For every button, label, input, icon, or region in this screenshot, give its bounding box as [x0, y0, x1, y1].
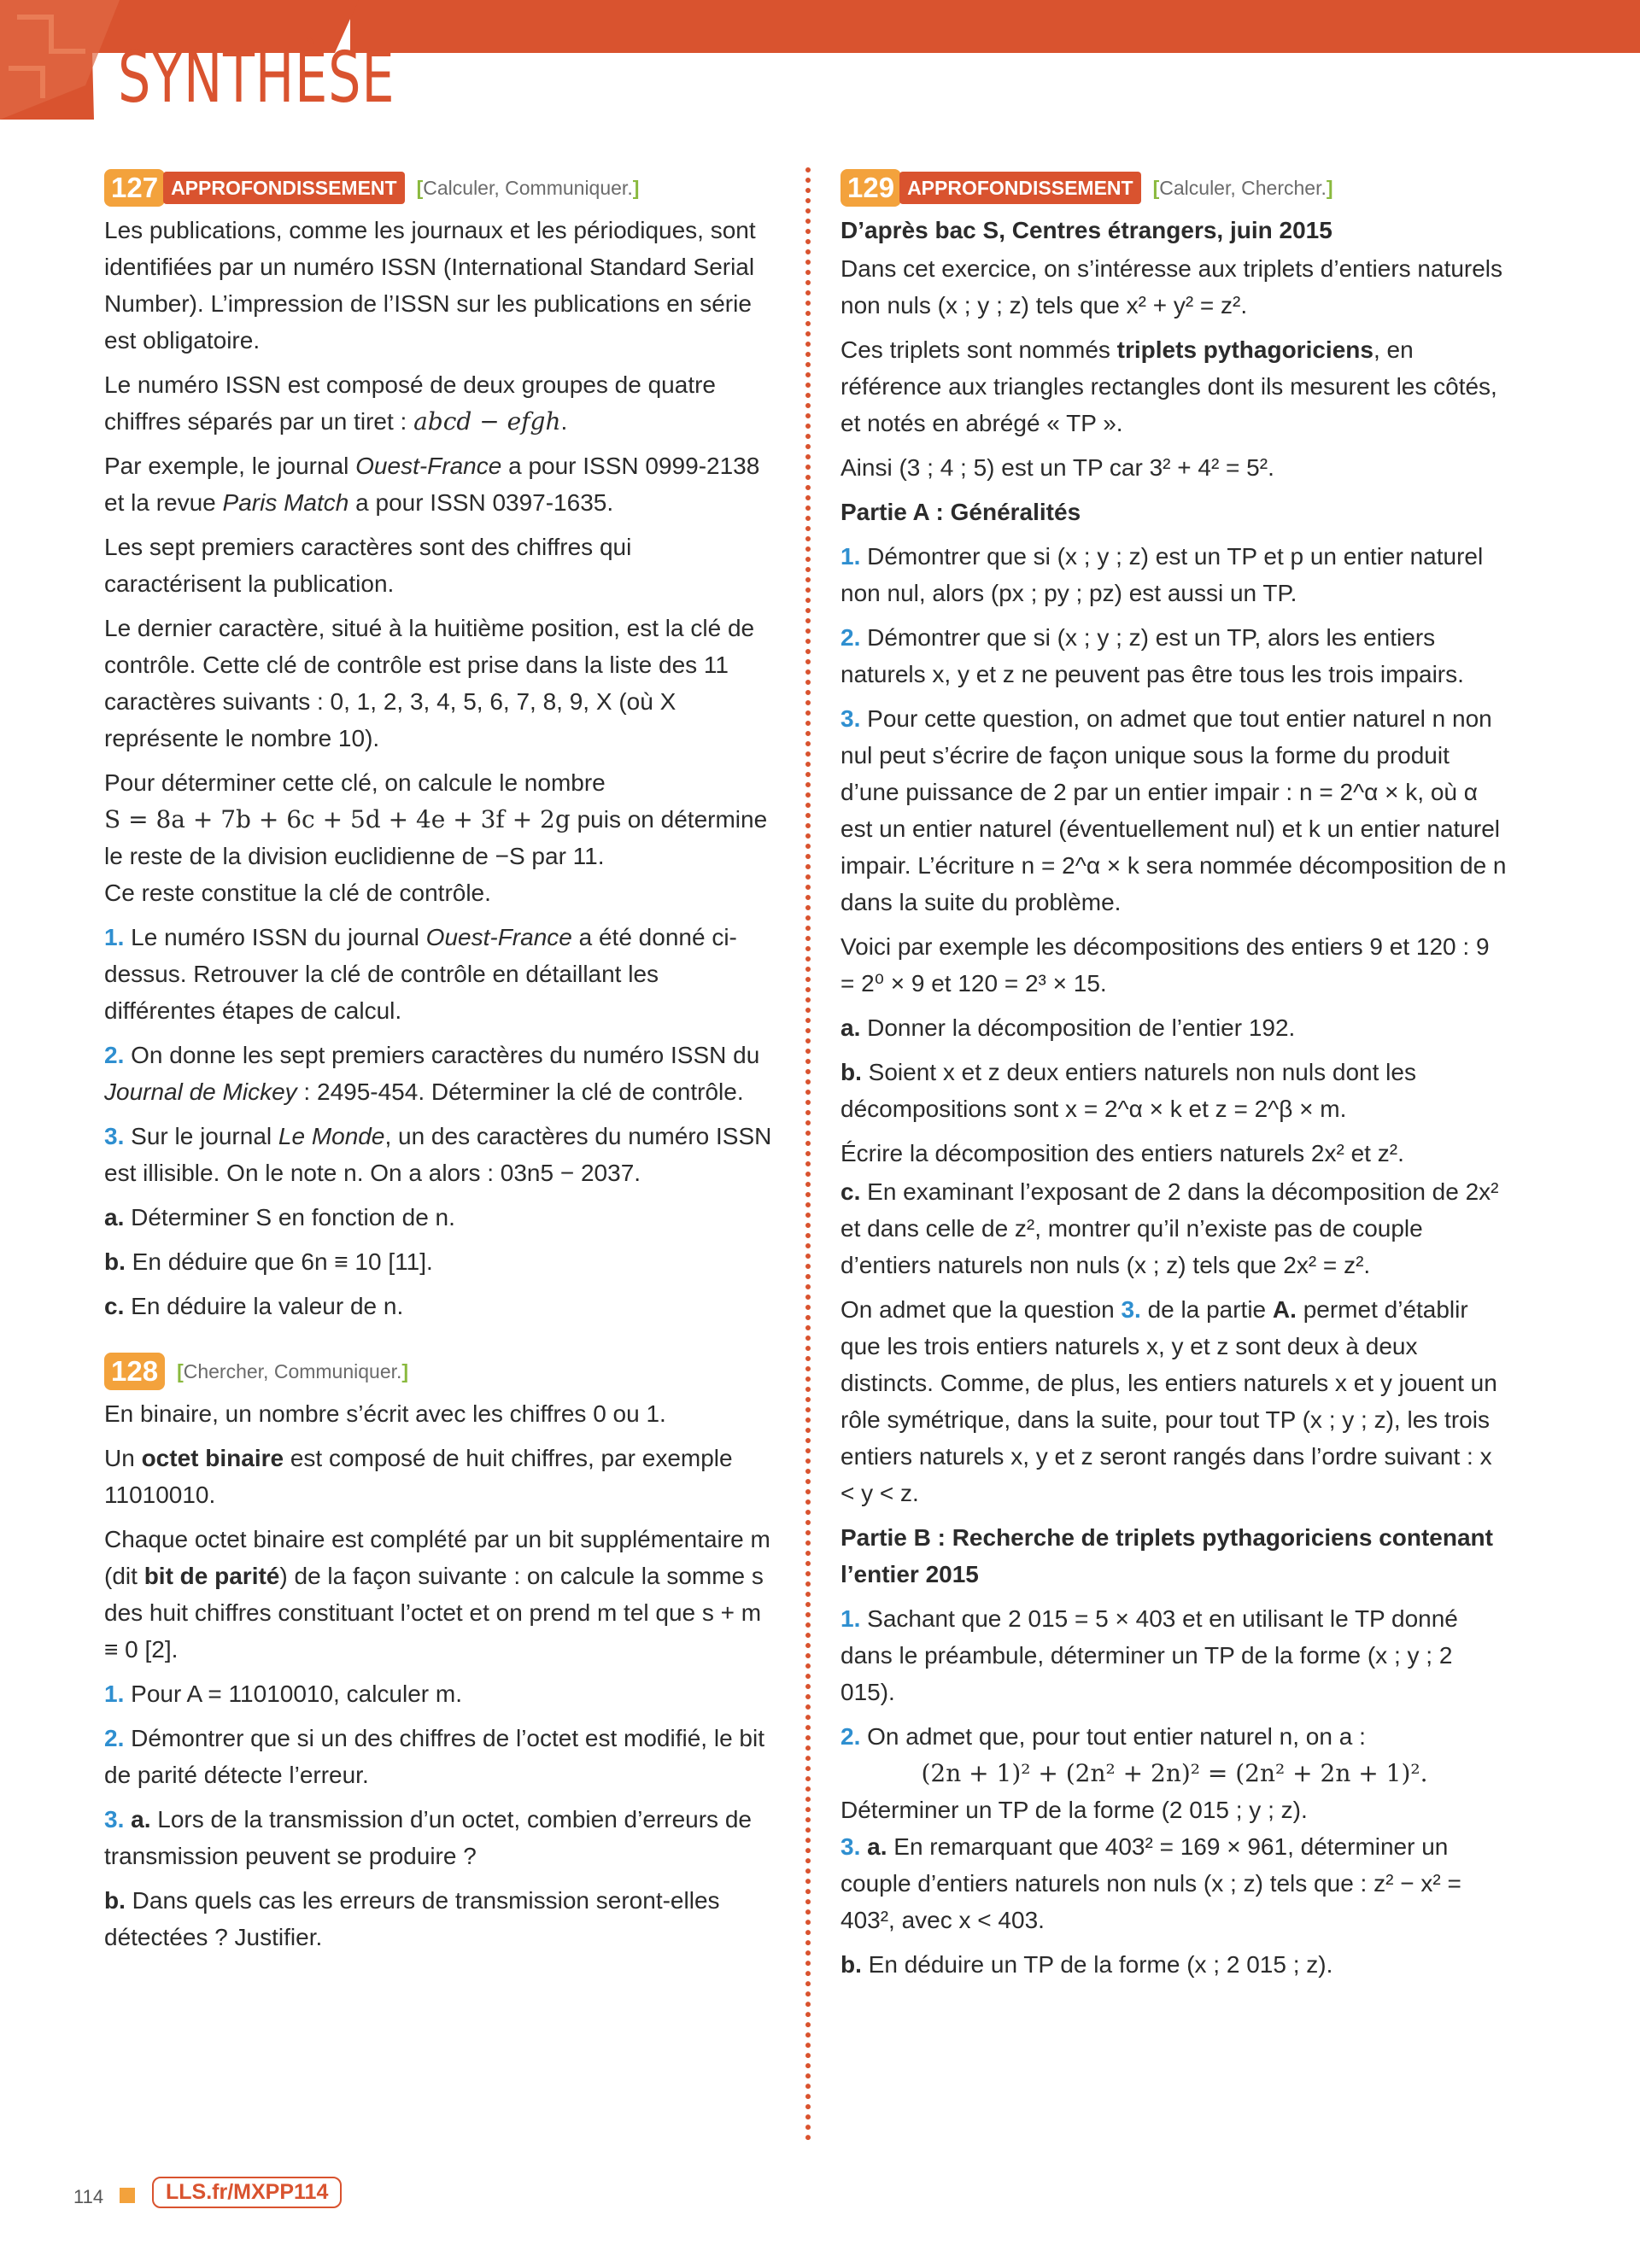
exercise-number: 128: [104, 1353, 165, 1390]
exercise-skills: [Calculer, Chercher.]: [1152, 176, 1333, 199]
resource-link[interactable]: LLS.fr/MXPP114: [152, 2177, 342, 2208]
question: b. Soient x et z deux entiers naturels non nuls dont les décompositions sont x = 2^α × k et z = 2^β × m.: [840, 1059, 1416, 1122]
paragraph: Un octet binaire est composé de huit chiffres, par exemple 11010010.: [104, 1445, 733, 1508]
question: a. Donner la décomposition de l’entier 192.: [840, 1014, 1296, 1041]
paragraph: Déterminer un TP de la forme (2 015 ; y ; z).: [840, 1797, 1308, 1823]
paragraph: Le numéro ISSN est composé de deux groupes de quatre chiffres séparés par un tiret : abcd − efgh.: [104, 371, 716, 435]
paragraph: On admet que la question 3. de la partie A. permet d’établir que les trois entiers naturels x, y et z sont deux à deux distincts. Comme, de plus, les entiers naturels x et y jouent un rôle symétrique, dans la suite, pour tout TP (x ; y ; z), les trois entiers naturels x, y et z seront rangés dans l’ordre suivant : x < y < z.: [840, 1296, 1497, 1506]
paragraph: Le dernier caractère, situé à la huitième position, est la clé de contrôle. Cette clé de contrôle est prise dans la liste des 11 caractères suivants : 0, 1, 2, 3, 4, 5, 6, 7, 8, 9, X (où X représente le nombre 10).: [104, 615, 755, 751]
footer-square-icon: [120, 2188, 135, 2203]
exercise-128-header: [104, 1353, 772, 1390]
paragraph: Les publications, comme les journaux et les périodiques, sont identifiées par un numéro ISSN (International Standard Serial Number). L’impression de l’ISSN sur les publications en série est obligatoire.: [104, 217, 756, 354]
paragraph: Pour déterminer cette clé, on calcule le nombre S = 8a + 7b + 6c + 5d + 4e + 3f + 2g puis on détermine le reste de la division euclidienne de −S par 11. Ce reste constitue la clé de contrôle.: [104, 769, 768, 906]
question: c. En déduire la valeur de n.: [104, 1293, 404, 1319]
exercise-tag: APPROFONDISSEMENT: [163, 172, 405, 204]
paragraph: Chaque octet binaire est complété par un bit supplémentaire m (dit bit de parité) de la façon suivante : on calcule la somme s des huit chiffres constituant l’octet et on prend m tel que s + m ≡ 0 [2].: [104, 1526, 770, 1663]
right-column: [840, 169, 1508, 1990]
part-b-title: Partie B : Recherche de triplets pythagoriciens contenant l’entier 2015: [840, 1524, 1493, 1587]
paragraph: Voici par exemple les décompositions des entiers 9 et 120 : 9 = 2⁰ × 9 et 120 = 2³ × 15.: [840, 933, 1490, 997]
question: 2. Démontrer que si (x ; y ; z) est un TP, alors les entiers naturels x, y et z ne peuvent pas être tous les trois impairs.: [840, 624, 1464, 687]
header-band: [350, 0, 1640, 53]
question: c. En examinant l’exposant de 2 dans la décomposition de 2x² et dans celle de z², montrer qu’il n’existe pas de couple d’entiers naturels non nuls (x ; z) tels que 2x² = z².: [840, 1178, 1499, 1278]
question: 3. Pour cette question, on admet que tout entier naturel n non nul peut s’écrire de façon unique sous la forme du produit d’une puissance de 2 par un entier impair : n = 2^α × k, où α est un entier naturel (éventuellement nul) et k un entier naturel impair. L’écriture n = 2^α × k sera nommée décomposition de n dans la suite du problème.: [840, 705, 1507, 915]
formula: (2n + 1)² + (2n² + 2n)² = (2n² + 2n + 1)².: [921, 1759, 1428, 1787]
paragraph: Ainsi (3 ; 4 ; 5) est un TP car 3² + 4² = 5².: [840, 454, 1274, 481]
exercise-127-header: [104, 169, 772, 207]
question: b. En déduire que 6n ≡ 10 [11].: [104, 1248, 433, 1275]
exercise-tag: APPROFONDISSEMENT: [899, 172, 1141, 204]
page-title: SYNTHÈSE: [118, 38, 395, 119]
question: 2. Démontrer que si un des chiffres de l’octet est modifié, le bit de parité détecte l’erreur.: [104, 1725, 764, 1788]
paragraph: Écrire la décomposition des entiers naturels 2x² et z².: [840, 1140, 1404, 1166]
question: 2. On admet que, pour tout entier naturel n, on a :: [840, 1723, 1366, 1750]
question: 1. Démontrer que si (x ; y ; z) est un TP et p un entier naturel non nul, alors (px ; py ; pz) est aussi un TP.: [840, 543, 1484, 606]
question: 1. Pour A = 11010010, calculer m.: [104, 1681, 462, 1707]
exercise-129-header: [840, 169, 1508, 207]
question: a. Déterminer S en fonction de n.: [104, 1204, 455, 1230]
question: 3. Sur le journal Le Monde, un des caractères du numéro ISSN est illisible. On le note n. On a alors : 03n5 − 2037.: [104, 1123, 772, 1186]
question: 3. a. En remarquant que 403² = 169 × 961, déterminer un couple d’entiers naturels non nuls (x ; z) tels que : z² − x² = 403², avec x < 403.: [840, 1833, 1461, 1933]
paragraph: Les sept premiers caractères sont des chiffres qui caractérisent la publication.: [104, 534, 632, 597]
exercise-source: D’après bac S, Centres étrangers, juin 2015: [840, 217, 1332, 243]
exercise-skills: [Calculer, Communiquer.]: [416, 176, 640, 199]
paragraph: Dans cet exercice, on s’intéresse aux triplets d’entiers naturels non nuls (x ; y ; z) tels que x² + y² = z².: [840, 255, 1503, 319]
page-number: 114: [73, 2186, 104, 2207]
exercise-skills: [Chercher, Communiquer.]: [177, 1359, 409, 1382]
question: 2. On donne les sept premiers caractères du numéro ISSN du Journal de Mickey : 2495-454. Déterminer la clé de contrôle.: [104, 1042, 760, 1105]
question: b. En déduire un TP de la forme (x ; 2 015 ; z).: [840, 1951, 1333, 1978]
exercise-number: 127: [104, 169, 165, 207]
question: 3. a. Lors de la transmission d’un octet, combien d’erreurs de transmission peuvent se produire ?: [104, 1806, 752, 1869]
left-column: [104, 169, 772, 1963]
question: b. Dans quels cas les erreurs de transmission seront-elles détectées ? Justifier.: [104, 1887, 720, 1950]
question: 1. Sachant que 2 015 = 5 × 403 et en utilisant le TP donné dans le préambule, déterminer un TP de la forme (x ; y ; 2 015).: [840, 1605, 1458, 1705]
part-a-title: Partie A : Généralités: [840, 499, 1081, 525]
question: 1. Le numéro ISSN du journal Ouest-France a été donné ci-dessus. Retrouver la clé de contrôle en détaillant les différentes étapes de calcul.: [104, 924, 737, 1024]
paragraph: Par exemple, le journal Ouest-France a pour ISSN 0999-2138 et la revue Paris Match a pour ISSN 0397-1635.: [104, 453, 760, 516]
column-divider: [805, 167, 811, 2142]
exercise-number: 129: [840, 169, 901, 207]
paragraph: Ces triplets sont nommés triplets pythagoriciens, en référence aux triangles rectangles dont ils mesurent les côtés, et notés en abrégé « TP ».: [840, 336, 1497, 436]
paragraph: En binaire, un nombre s’écrit avec les chiffres 0 ou 1.: [104, 1400, 666, 1427]
